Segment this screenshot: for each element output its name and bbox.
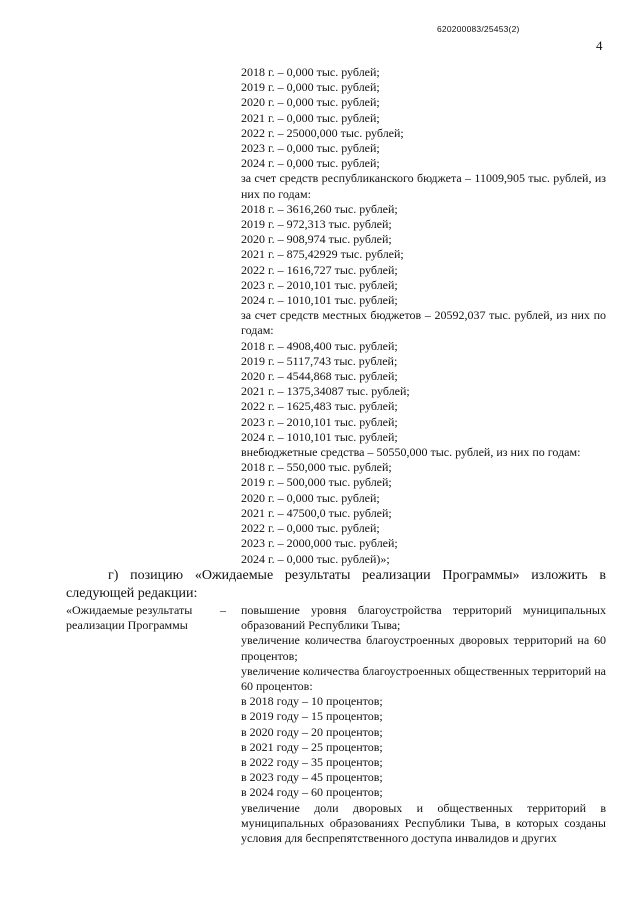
result-item: увеличение количества благоустроенных дворовых территорий на 60 процентов; (241, 633, 606, 663)
result-item: повышение уровня благоустройства территорий муниципальных образований Республики Тыва; (241, 603, 606, 633)
funding-block (241, 65, 606, 567)
local-budget-intro: за счет средств местных бюджетов – 20592,037 тыс. рублей, из них по годам: (241, 308, 606, 338)
federal-year-line: 2020 г. – 0,000 тыс. рублей; (241, 95, 380, 110)
result-year-line: в 2024 году – 60 процентов; (241, 785, 383, 800)
result-year-line: в 2020 году – 20 процентов; (241, 724, 383, 739)
document-id: 620200083/25453(2) (437, 24, 520, 34)
local-year-line: 2019 г. – 5117,743 тыс. рублей; (241, 353, 398, 368)
extrabudget-year-line: 2023 г. – 2000,000 тыс. рублей; (241, 536, 398, 551)
local-year-line: 2020 г. – 4544,868 тыс. рублей; (241, 369, 398, 384)
republic-year-line: 2023 г. – 2010,101 тыс. рублей; (241, 277, 398, 292)
result-item: увеличение доли дворовых и общественных территорий в муниципальных образованиях Республики Тыва, в которых созданы условия для беспрепятственного доступа инвалидов и других (241, 800, 606, 846)
amendment-paragraph-g: г) позицию «Ожидаемые результаты реализации Программы» изложить в следующей редакции: (66, 568, 606, 601)
republic-year-line: 2020 г. – 908,974 тыс. рублей; (241, 232, 392, 247)
extrabudget-year-line: 2020 г. – 0,000 тыс. рублей; (241, 490, 380, 505)
republic-year-line: 2019 г. – 972,313 тыс. рублей; (241, 217, 392, 232)
republic-budget-intro: за счет средств республиканского бюджета – 11009,905 тыс. рублей, из них по годам: (241, 171, 606, 201)
republic-year-line: 2018 г. – 3616,260 тыс. рублей; (241, 201, 398, 216)
local-year-line: 2022 г. – 1625,483 тыс. рублей; (241, 399, 398, 414)
extrabudget-year-line: 2021 г. – 47500,0 тыс. рублей; (241, 505, 392, 520)
federal-year-line: 2019 г. – 0,000 тыс. рублей; (241, 80, 380, 95)
federal-year-line: 2023 г. – 0,000 тыс. рублей; (241, 141, 380, 156)
expected-results-label: «Ожидаемые результаты реализации Программы (66, 603, 193, 633)
federal-year-line: 2018 г. – 0,000 тыс. рублей; (241, 65, 380, 79)
federal-year-line: 2024 г. – 0,000 тыс. рублей; (241, 156, 380, 171)
federal-year-line: 2022 г. – 25000,000 тыс. рублей; (241, 125, 404, 140)
local-year-line: 2023 г. – 2010,101 тыс. рублей; (241, 414, 398, 429)
result-year-line: в 2021 году – 25 процентов; (241, 739, 383, 754)
expected-results-body (241, 603, 606, 846)
local-year-line: 2024 г. – 1010,101 тыс. рублей; (241, 429, 398, 444)
page-number: 4 (596, 38, 603, 53)
result-year-line: в 2022 году – 35 процентов; (241, 755, 383, 770)
extrabudget-year-line: 2024 г. – 0,000 тыс. рублей)»; (241, 551, 390, 566)
local-year-line: 2018 г. – 4908,400 тыс. рублей; (241, 338, 398, 353)
republic-year-line: 2021 г. – 875,42929 тыс. рублей; (241, 247, 404, 262)
result-year-line: в 2023 году – 45 процентов; (241, 770, 383, 785)
result-item: увеличение количества благоустроенных общественных территорий на 60 процентов: (241, 663, 606, 694)
local-year-line: 2021 г. – 1375,34087 тыс. рублей; (241, 384, 410, 399)
republic-year-line: 2024 г. – 1010,101 тыс. рублей; (241, 293, 398, 308)
extrabudget-year-line: 2019 г. – 500,000 тыс. рублей; (241, 475, 392, 490)
result-year-line: в 2019 году – 15 процентов; (241, 709, 383, 724)
result-year-line: в 2018 году – 10 процентов; (241, 694, 383, 709)
republic-year-line: 2022 г. – 1616,727 тыс. рублей; (241, 262, 398, 277)
extrabudget-year-line: 2018 г. – 550,000 тыс. рублей; (241, 460, 392, 475)
table-dash: – (220, 603, 226, 617)
extrabudget-intro: внебюджетные средства – 50550,000 тыс. рублей, из них по годам: (241, 445, 581, 460)
extrabudget-year-line: 2022 г. – 0,000 тыс. рублей; (241, 521, 380, 536)
federal-year-line: 2021 г. – 0,000 тыс. рублей; (241, 110, 380, 125)
